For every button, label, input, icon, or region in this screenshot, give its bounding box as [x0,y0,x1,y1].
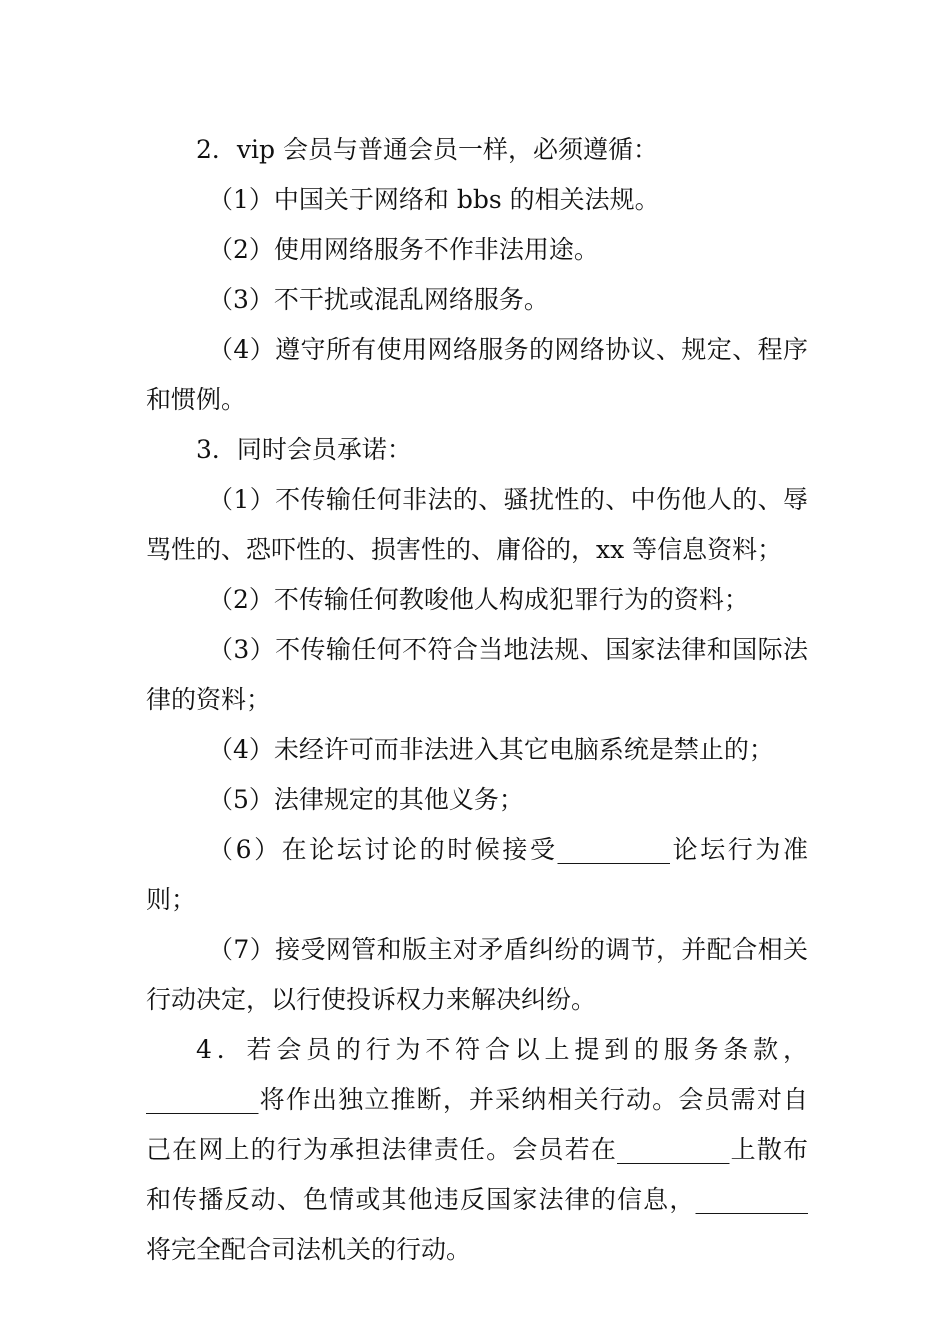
clause-2-heading: 2．vip 会员与普通会员一样，必须遵循： [196,135,658,164]
clause-3-item-2: （2）不传输任何教唆他人构成犯罪行为的资料； [208,585,749,614]
clause-3-item-4: （4）未经许可而非法进入其它电脑系统是禁止的； [208,735,774,764]
clause-3-item-1: （1）不传输任何非法的、骚扰性的、中伤他人的、辱骂性的、恐吓性的、损害性的、庸俗的，xx 等信息资料； [146,485,808,564]
clause-2-item-1: （1）中国关于网络和 bbs 的相关法规。 [208,185,660,214]
clause-3-item-3: （3）不传输任何不符合当地法规、国家法律和国际法律的资料； [146,635,808,714]
clause-2-item-2: （2）使用网络服务不作非法用途。 [208,235,599,264]
clause-4-paragraph: 4．若会员的行为不符合以上提到的服务条款，_________将作出独立推断，并采纳相关行动。会员需对自己在网上的行为承担法律责任。会员若在_________上散布和传播反动、色情或其他违反国家法律的信息，_________将完全配合司法机关的行动。 [146,1035,808,1264]
clause-3-item-5: （5）法律规定的其他义务； [208,785,524,814]
clause-3-heading: 3．同时会员承诺： [196,435,412,464]
clause-2-item-3: （3）不干扰或混乱网络服务。 [208,285,549,314]
clause-2-item-4: （4）遵守所有使用网络服务的网络协议、规定、程序和惯例。 [146,335,808,414]
clause-3-item-6: （6）在论坛讨论的时候接受_________论坛行为准则； [146,835,808,914]
clause-3-item-7: （7）接受网管和版主对矛盾纠纷的调节，并配合相关行动决定，以行使投诉权力来解决纠纷。 [146,935,808,1014]
document-body [146,125,808,1275]
